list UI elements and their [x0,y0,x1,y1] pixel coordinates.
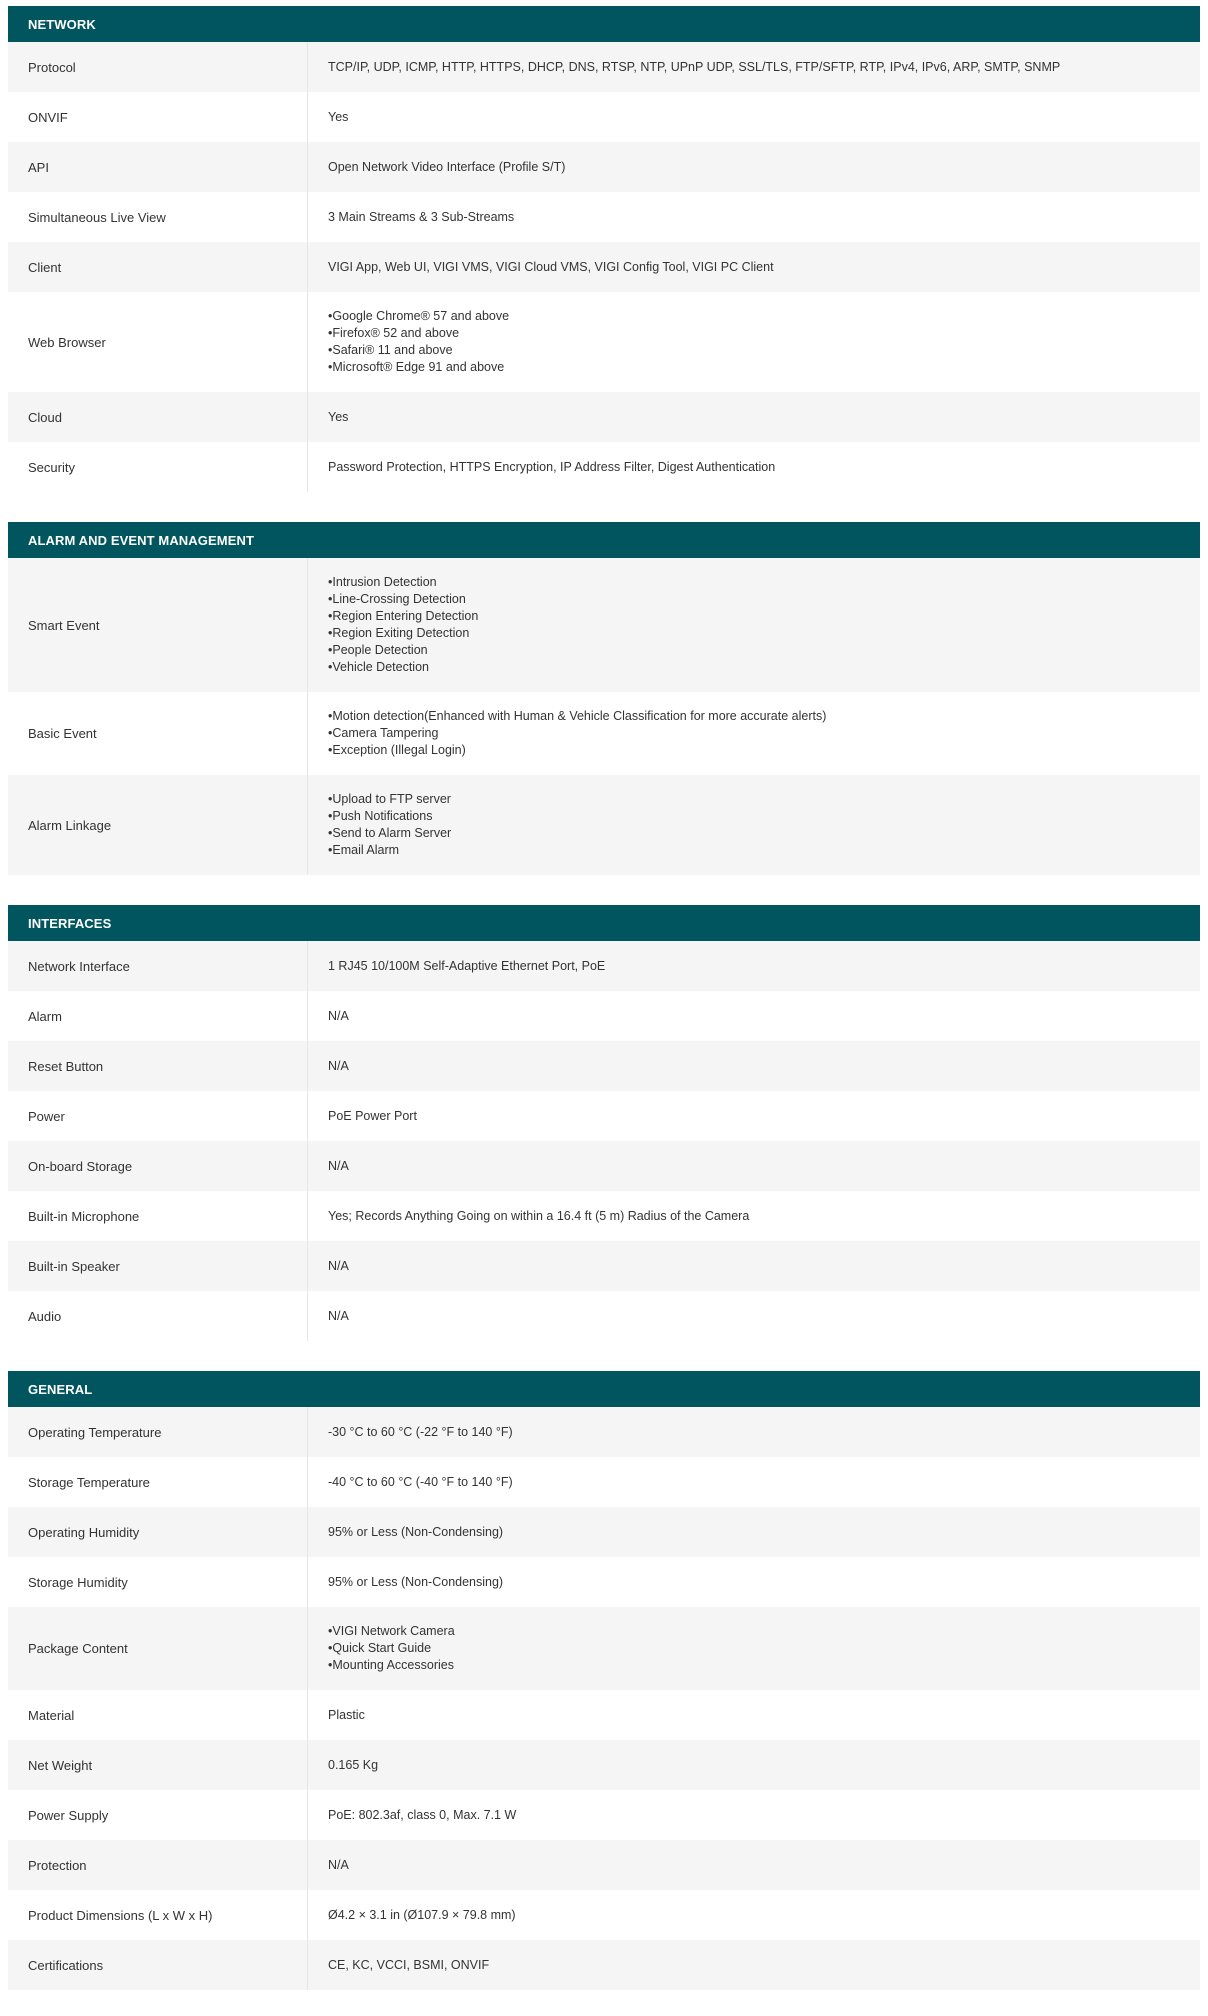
spec-label: Protocol [8,42,308,92]
interfaces-section [8,905,1200,1341]
list-item: • Safari® 11 and above [328,342,1184,359]
spec-label: Product Dimensions (L x W x H) [8,1890,308,1940]
spec-value: 0.165 Kg [328,1757,379,1772]
spec-row [8,1291,1200,1341]
list-item: • Send to Alarm Server [328,825,1184,842]
list-item: • Push Notifications [328,808,1184,825]
spec-label: Operating Temperature [8,1407,308,1457]
spec-label: Material [8,1690,308,1740]
spec-value: N/A [328,1158,349,1173]
spec-value: Ø4.2 × 3.1 in (Ø107.9 × 79.8 mm) [328,1907,516,1922]
spec-row [8,1740,1200,1790]
spec-label: Net Weight [8,1740,308,1790]
list-item: • Motion detection(Enhanced with Human & Vehicle Classification for more accurate alerts) [328,708,1184,725]
spec-row [8,192,1200,242]
spec-label: Certifications [8,1940,308,1990]
spec-label: Alarm Linkage [8,775,308,875]
spec-row [8,1790,1200,1840]
spec-value: 1 RJ45 10/100M Self-Adaptive Ethernet Port, PoE [328,958,606,973]
spec-row [8,1041,1200,1091]
spec-value: Plastic [328,1707,365,1722]
spec-value [308,1623,1200,1674]
spec-value: -40 °C to 60 °C (-40 °F to 140 °F) [328,1474,513,1489]
list-item: • Firefox® 52 and above [328,325,1184,342]
spec-row [8,392,1200,442]
spec-row [8,142,1200,192]
spec-label: ONVIF [8,92,308,142]
spec-label: Cloud [8,392,308,442]
spec-row [8,1507,1200,1557]
list-item: • Intrusion Detection [328,574,1184,591]
spec-value: N/A [328,1258,349,1273]
spec-row [8,92,1200,142]
spec-row [8,1091,1200,1141]
spec-row [8,442,1200,492]
spec-value: N/A [328,1308,349,1323]
list-item: • Region Exiting Detection [328,625,1184,642]
spec-row [8,1241,1200,1291]
spec-row [8,692,1200,775]
spec-value: TCP/IP, UDP, ICMP, HTTP, HTTPS, DHCP, DNS, RTSP, NTP, UPnP UDP, SSL/TLS, FTP/SFTP, RTP, IPv4, IPv6, ARP, SMTP, SNMP [328,59,1061,74]
spec-label: Reset Button [8,1041,308,1091]
spec-row [8,42,1200,92]
spec-label: Security [8,442,308,492]
spec-row [8,1557,1200,1607]
spec-label: Package Content [8,1607,308,1690]
spec-value: Open Network Video Interface (Profile S/T) [328,159,566,174]
list-item: • Exception (Illegal Login) [328,742,1184,759]
spec-row [8,1407,1200,1457]
spec-label: Network Interface [8,941,308,991]
spec-row [8,991,1200,1041]
spec-label: Audio [8,1291,308,1341]
spec-value: Yes [328,409,349,424]
spec-label: Simultaneous Live View [8,192,308,242]
spec-label: Smart Event [8,558,308,692]
section-title: NETWORK [8,6,1200,42]
spec-value: -30 °C to 60 °C (-22 °F to 140 °F) [328,1424,513,1439]
section-title: ALARM AND EVENT MANAGEMENT [8,522,1200,558]
spec-value: 3 Main Streams & 3 Sub-Streams [328,209,515,224]
spec-value: Yes; Records Anything Going on within a 16.4 ft (5 m) Radius of the Camera [328,1208,750,1223]
spec-value: N/A [328,1008,349,1023]
list-item: • People Detection [328,642,1184,659]
spec-row [8,1940,1200,1990]
spec-value: Yes [328,109,349,124]
spec-label: Client [8,242,308,292]
spec-value [308,708,1200,759]
spec-label: On-board Storage [8,1141,308,1191]
list-item: • Mounting Accessories [328,1657,1184,1674]
spec-value: PoE Power Port [328,1108,417,1123]
spec-label: Storage Temperature [8,1457,308,1507]
spec-value [308,574,1200,676]
spec-value [308,308,1200,376]
spec-row [8,1457,1200,1507]
network-section [8,6,1200,492]
spec-label: Power [8,1091,308,1141]
list-item: • Vehicle Detection [328,659,1184,676]
spec-label: Storage Humidity [8,1557,308,1607]
general-section [8,1371,1200,1990]
spec-value: PoE: 802.3af, class 0, Max. 7.1 W [328,1807,517,1822]
spec-value: CE, KC, VCCI, BSMI, ONVIF [328,1957,490,1972]
spec-value [308,791,1200,859]
list-item: • Upload to FTP server [328,791,1184,808]
spec-value: Password Protection, HTTPS Encryption, IP Address Filter, Digest Authentication [328,459,776,474]
list-item: • Region Entering Detection [328,608,1184,625]
spec-row [8,1191,1200,1241]
list-item: • Line-Crossing Detection [328,591,1184,608]
spec-value: 95% or Less (Non-Condensing) [328,1524,504,1539]
spec-row [8,1890,1200,1940]
spec-value: N/A [328,1857,349,1872]
alarm-section [8,522,1200,875]
spec-label: Web Browser [8,292,308,392]
spec-label: Built-in Speaker [8,1241,308,1291]
list-item: • Email Alarm [328,842,1184,859]
spec-value: VIGI App, Web UI, VIGI VMS, VIGI Cloud VMS, VIGI Config Tool, VIGI PC Client [328,259,774,274]
section-title: INTERFACES [8,905,1200,941]
spec-row [8,941,1200,991]
spec-value: 95% or Less (Non-Condensing) [328,1574,504,1589]
spec-row [8,1607,1200,1690]
spec-label: Built-in Microphone [8,1191,308,1241]
list-item: • Quick Start Guide [328,1640,1184,1657]
spec-row [8,1840,1200,1890]
spec-label: Protection [8,1840,308,1890]
list-item: • Camera Tampering [328,725,1184,742]
list-item: • Microsoft® Edge 91 and above [328,359,1184,376]
spec-value: N/A [328,1058,349,1073]
spec-row [8,292,1200,392]
spec-label: Alarm [8,991,308,1041]
spec-row [8,1690,1200,1740]
spec-row [8,1141,1200,1191]
spec-row [8,242,1200,292]
spec-label: API [8,142,308,192]
list-item: • VIGI Network Camera [328,1623,1184,1640]
list-item: • Google Chrome® 57 and above [328,308,1184,325]
section-title: GENERAL [8,1371,1200,1407]
spec-row [8,775,1200,875]
spec-label: Power Supply [8,1790,308,1840]
spec-label: Basic Event [8,692,308,775]
spec-label: Operating Humidity [8,1507,308,1557]
spec-row [8,558,1200,692]
